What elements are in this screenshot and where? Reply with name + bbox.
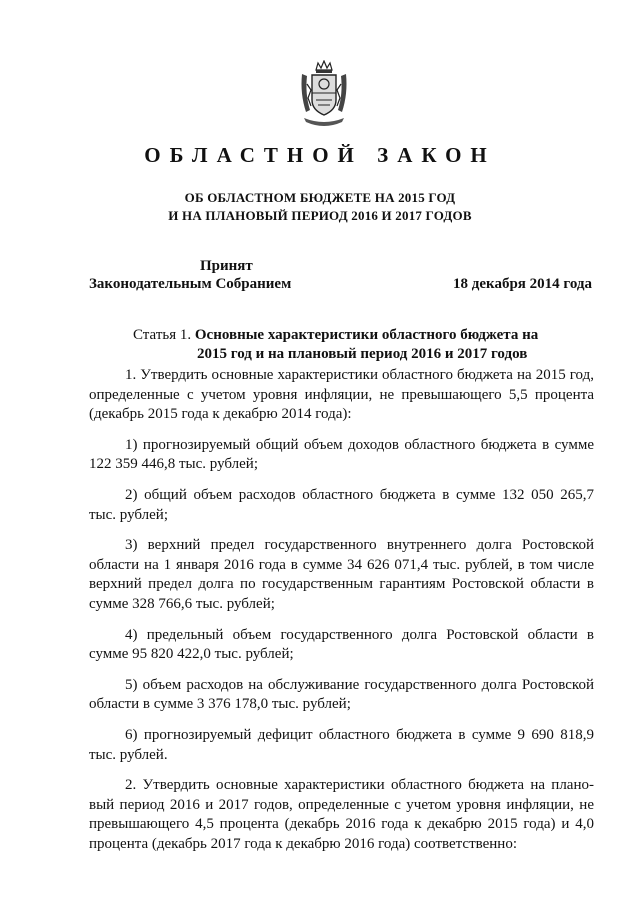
law-subtitle-line-1: ОБ ОБЛАСТНОМ БЮДЖЕТЕ НА 2015 ГОД [184, 190, 456, 205]
article-title-line-2: 2015 год и на плановый период 2016 и 2017 годов [197, 346, 528, 362]
law-title: ОБЛАСТНОЙ ЗАКОН [144, 143, 496, 167]
article-heading [133, 325, 538, 345]
law-subtitle-line-2: И НА ПЛАНОВЫЙ ПЕРИОД 2016 И 2017 ГОДОВ [168, 208, 472, 223]
paragraph: 1. Утвердить основные характеристики областного бюджета на 2015 год, определенные с учетом уровня инфляции, не превышающего 5,5 процента (декабрь 2015 года к декабрю 2014 года): [89, 367, 594, 423]
paragraph: 2) общий объем расходов областного бюджета в сумме 132 050 265,7 тыс. рублей; [89, 486, 594, 523]
paragraph: 5) объем расходов на обслуживание государственного долга Ростовской области в сумме 3 376 178,0 тыс. рублей; [89, 676, 594, 713]
coat-of-arms-icon [296, 60, 352, 128]
paragraph: 3) верхний предел государственного внутреннего долга Ростовской области на 1 января 2016 года в сумме 34 626 071,4 тыс. рублей, в том числе верхний предел долга по государственным гарантиям Ростовской области в сумме 328 766,6 тыс. рублей; [89, 537, 594, 612]
article-title-line-1: Основные характеристики областного бюджета на [194, 327, 539, 343]
adoption-date: 18 декабря 2014 года [453, 276, 592, 292]
adopted-label: Принят [200, 258, 253, 274]
paragraph: 6) прогнозируемый дефицит областного бюджета в сумме 9 690 818,9 тыс. рублей. [89, 726, 594, 763]
article-number: Статья 1. [133, 327, 192, 343]
paragraph: 4) предельный объем государственного долга Ростовской области в сумме 95 820 422,0 тыс. рублей; [89, 626, 594, 663]
article-body [89, 366, 594, 865]
adopted-by: Законодательным Собранием [89, 276, 292, 292]
paragraph: 1) прогнозируемый общий объем доходов областного бюджета в сумме 122 359 446,8 тыс. рублей; [89, 436, 594, 473]
paragraph: 2. Утвердить основные характеристики областного бюджета на плано-вый период 2016 и 2017 годов, определенные с учетом уровня инфляции, не превышающего 4,5 процента (декабрь 2016 года к декабрю 2015 года) и 4,0 процента (декабрь 2017 года к декабрю 2016 года) соответственно: [89, 777, 594, 852]
